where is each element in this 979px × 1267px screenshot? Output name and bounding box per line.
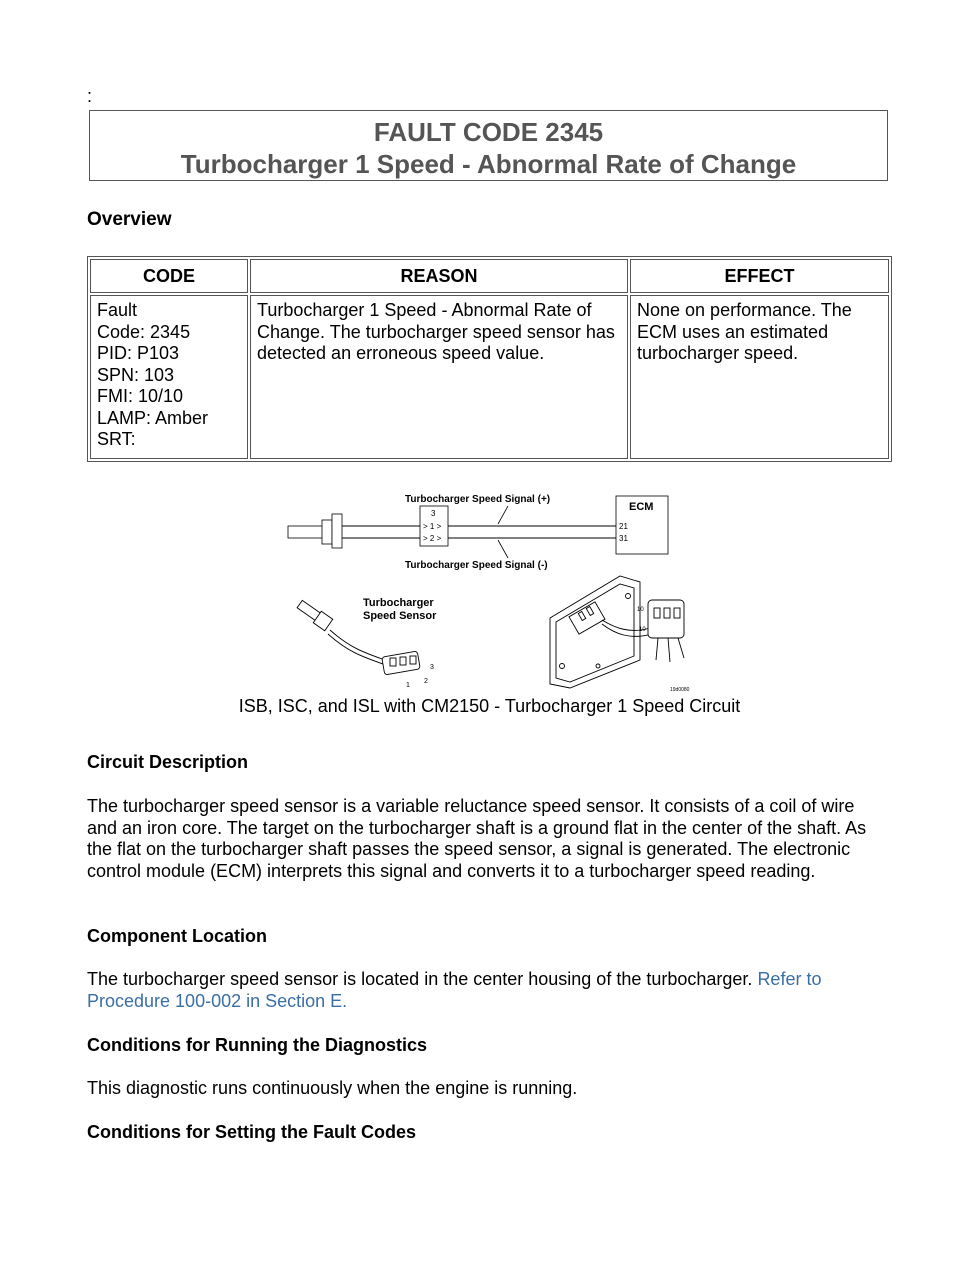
connector-pin-1: > 1 >	[423, 522, 442, 531]
sensor-connector-pin-2: 2	[424, 678, 428, 685]
component-location-text: The turbocharger speed sensor is located in the center housing of the turbocharger.	[87, 969, 753, 989]
circuit-description-text: The turbocharger speed sensor is a variable reluctance speed sensor. It consists of a coil of wire and an iron core. The target on the turbocharger shaft is a ground flat in the center of the shaft. As the flat on the turbocharger shaft passes the speed sensor, a signal is generated. The electronic control module (ECM) interprets this signal and converts it to a turbocharger speed reading.	[87, 796, 867, 881]
fault-code-title-box	[89, 110, 888, 181]
signal-negative-label: Turbocharger Speed Signal (-)	[405, 560, 548, 571]
ecm-pin-21: 21	[619, 522, 628, 531]
code-line: Fault	[97, 300, 138, 320]
figure-id: 19d0080	[670, 687, 690, 693]
page-colon: :	[87, 86, 93, 106]
fault-code-table	[87, 256, 892, 462]
ecm-label: ECM	[629, 501, 654, 513]
signal-positive-label: Turbocharger Speed Signal (+)	[405, 494, 551, 505]
code-line: FMI: 10/10	[97, 386, 184, 406]
code-line: PID: P103	[97, 343, 180, 363]
component-location-paragraph	[87, 969, 887, 1012]
ecm-pin-31: 31	[619, 534, 628, 543]
reason-cell: Turbocharger 1 Speed - Abnormal Rate of Change. The turbocharger speed sensor has detected an erroneous speed value.	[250, 295, 628, 459]
code-line: SRT:	[97, 429, 136, 449]
sensor-flange	[322, 520, 332, 544]
circuit-diagram	[280, 488, 700, 698]
header-code: CODE	[90, 259, 248, 293]
component-location-heading: Component Location	[87, 926, 267, 946]
procedure-link[interactable]: Refer to Procedure 100-002 in Section E.	[87, 969, 822, 1011]
ecm-connector-num-1: 10	[637, 607, 644, 613]
conditions-running-text: This diagnostic runs continuously when the engine is running.	[87, 1078, 578, 1098]
sensor-connector-pin-1: 1	[406, 682, 410, 689]
fault-code-subtitle: Turbocharger 1 Speed - Abnormal Rate of Change	[180, 149, 797, 179]
pointer-negative	[498, 540, 508, 558]
code-line: LAMP: Amber	[97, 407, 209, 428]
sensor-label-line2: Speed Sensor	[363, 610, 437, 622]
header-reason: REASON	[250, 259, 628, 293]
conditions-running-heading: Conditions for Running the Diagnostics	[87, 1035, 427, 1055]
connector-pin-3: 3	[431, 509, 436, 518]
pointer-positive	[498, 506, 508, 524]
ecm-module-illustration	[550, 576, 684, 688]
sensor-connector-pin-3: 3	[430, 664, 434, 671]
code-line: SPN: 103	[97, 364, 175, 385]
sensor-head	[332, 514, 342, 548]
overview-heading: Overview	[87, 209, 172, 230]
code-cell	[90, 295, 248, 459]
effect-cell: None on performance. The ECM uses an estimated turbocharger speed.	[630, 295, 889, 459]
conditions-setting-heading: Conditions for Setting the Fault Codes	[87, 1122, 416, 1142]
code-line: Code: 2345	[97, 321, 191, 342]
header-effect: EFFECT	[630, 259, 889, 293]
sensor-body	[288, 526, 326, 538]
circuit-description-heading: Circuit Description	[87, 752, 249, 772]
connector-pin-2: > 2 >	[423, 534, 442, 543]
ecm-connector-num-2: 10	[639, 627, 646, 633]
figure-caption: ISB, ISC, and ISL with CM2150 - Turbocharger 1 Speed Circuit	[238, 696, 741, 716]
sensor-label-line1: Turbocharger	[363, 597, 434, 609]
fault-code-title: FAULT CODE 2345	[373, 117, 604, 147]
